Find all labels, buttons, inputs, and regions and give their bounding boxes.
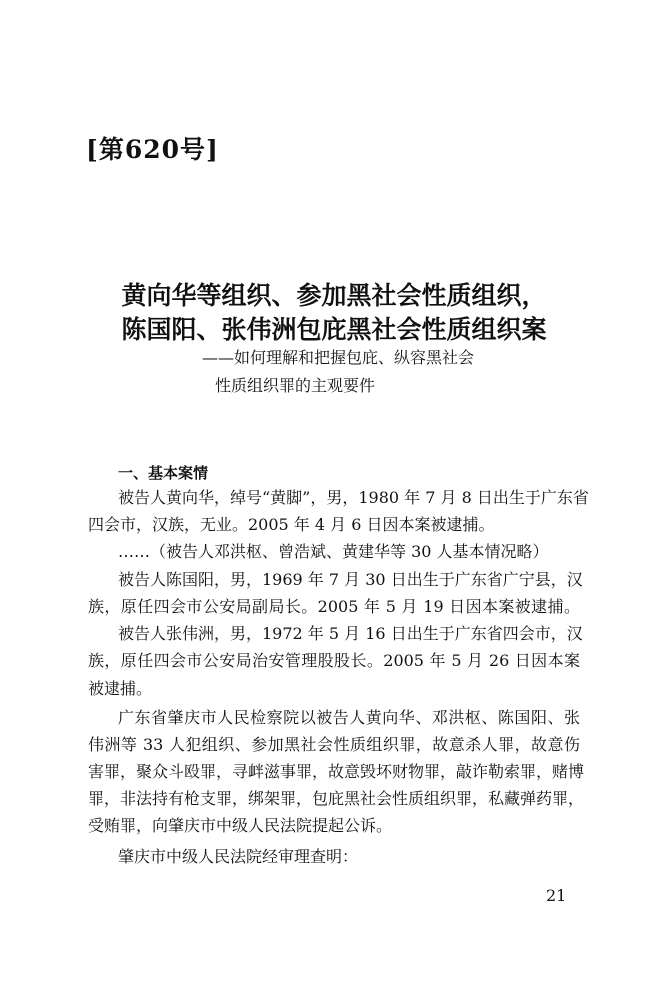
body-line: 被告人张伟洲，男，1972 年 5 月 16 日出生于广东省四会市，汉 (118, 624, 583, 643)
page-number: 21 (546, 886, 567, 905)
body-line: 害罪，聚众斗殴罪，寻衅滋事罪，故意毁坏财物罪，敲诈勒索罪，赌博 (88, 762, 585, 781)
body-line: 被告人陈国阳，男，1969 年 7 月 30 日出生于广东省广宁县，汉 (118, 570, 583, 589)
body-line: 族，原任四会市公安局治安管理股股长。2005 年 5 月 26 日因本案 (88, 651, 580, 670)
body-line: 伟洲等 33 人犯组织、参加黑社会性质组织罪，故意杀人罪，故意伤 (88, 735, 580, 754)
subtitle-line-1: ——如何理解和把握包庇、纵容黑社会 (202, 348, 475, 367)
body-line: ……（被告人邓洪枢、曾浩斌、黄建华等 30 人基本情况略） (118, 542, 549, 561)
title-line-2: 陈国阳、张伟洲包庇黑社会性质组织案 (121, 315, 547, 344)
section-heading: 一、基本案情 (118, 464, 209, 482)
case-number: [第620号] (86, 135, 219, 164)
body-line: 肇庆市中级人民法院经审理查明： (118, 847, 359, 866)
body-line: 被逮捕。 (88, 679, 153, 698)
body-line: 被告人黄向华，绰号“黄脚”，男，1980 年 7 月 8 日出生于广东省 (118, 488, 589, 507)
subtitle-line-2: 性质组织罪的主观要件 (215, 376, 376, 395)
body-line: 受贿罪，向肇庆市中级人民法院提起公诉。 (88, 816, 393, 835)
body-line: 族，原任四会市公安局副局长。2005 年 5 月 19 日因本案被逮捕。 (88, 597, 580, 616)
body-line: 四会市，汉族，无业。2005 年 4 月 6 日因本案被逮捕。 (88, 515, 495, 534)
body-line: 罪，非法持有枪支罪，绑架罪，包庇黑社会性质组织罪，私藏弹药罪， (88, 789, 585, 808)
title-line-1: 黄向华等组织、参加黑社会性质组织， (121, 281, 547, 310)
body-line: 广东省肇庆市人民检察院以被告人黄向华、邓洪枢、陈国阳、张 (118, 708, 580, 727)
